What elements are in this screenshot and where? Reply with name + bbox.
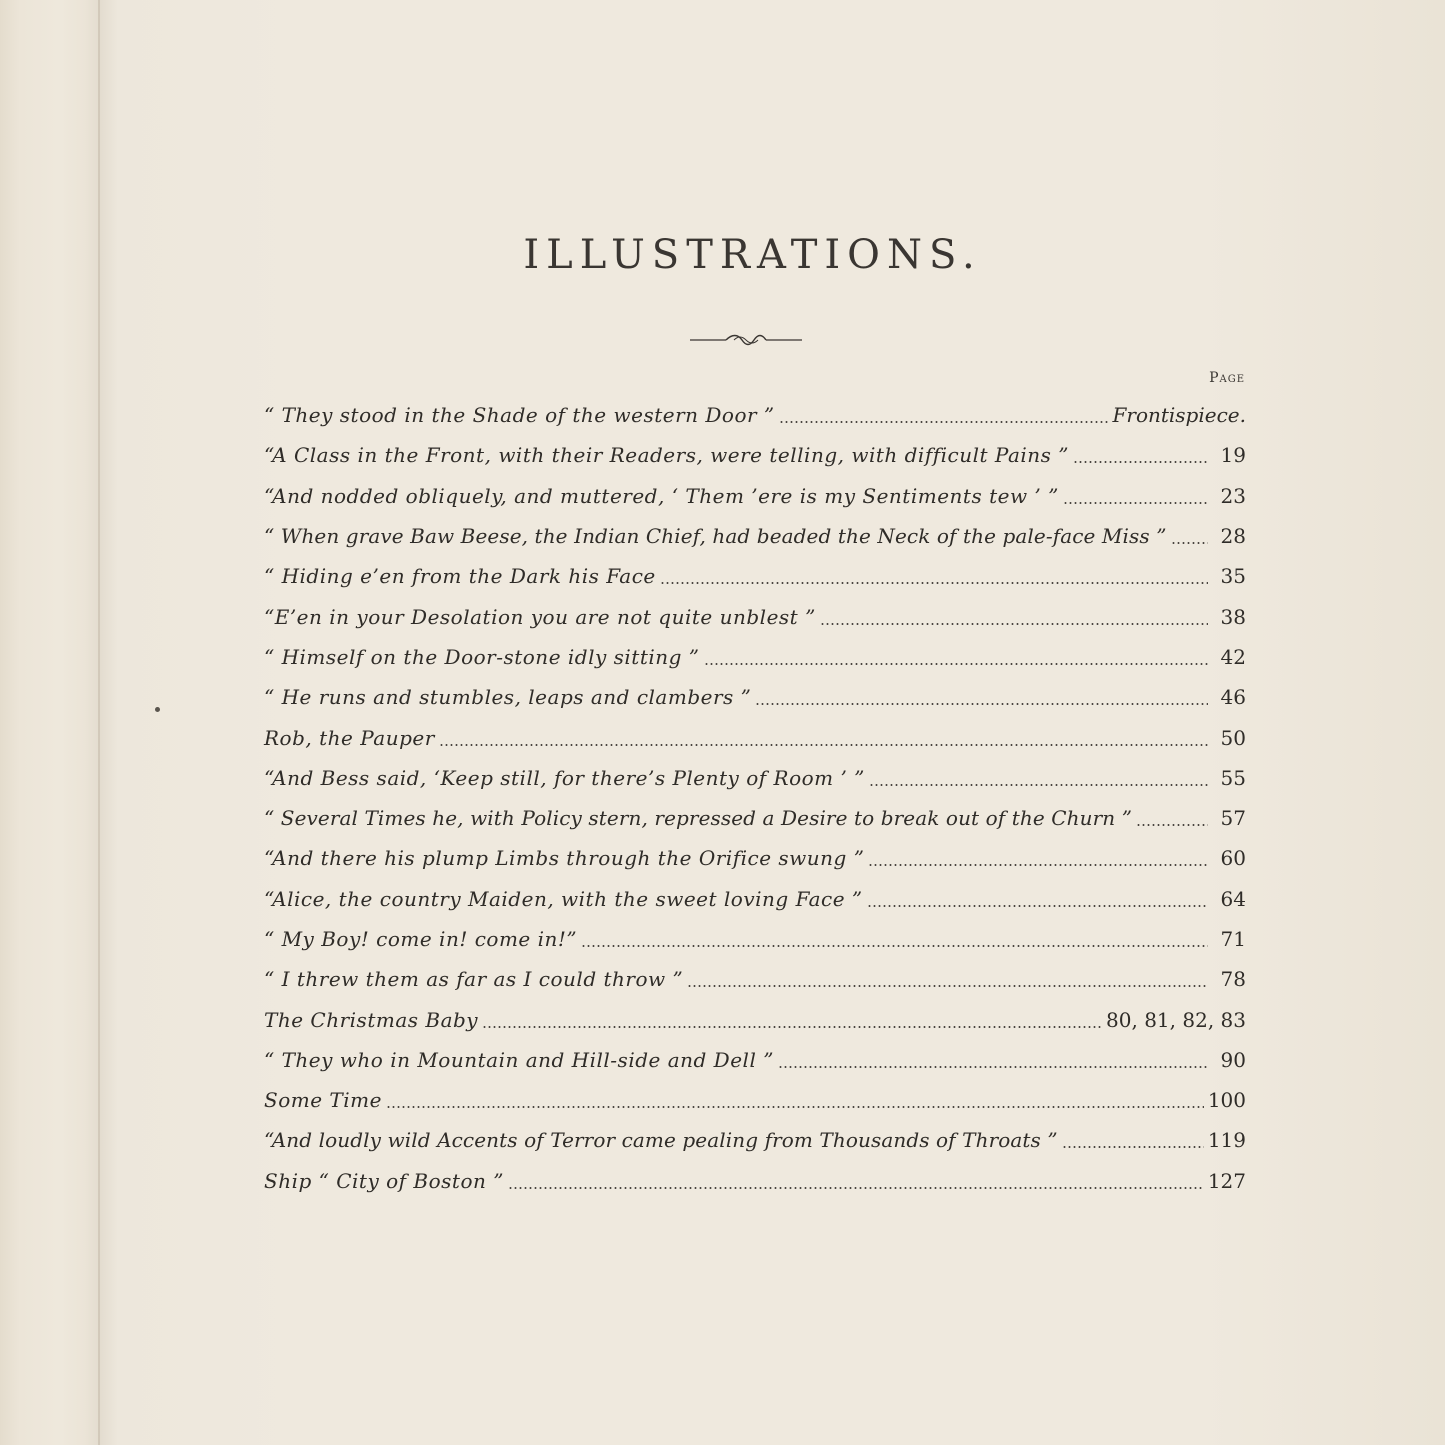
entry-page: 19 (1220, 443, 1246, 468)
entry-title: “And Bess said, ‘Keep still, for there’s Plenty of Room ’ ” (264, 765, 865, 790)
dot-leader (1073, 461, 1208, 463)
dot-leader (1136, 824, 1208, 826)
entry-page: 28 (1220, 524, 1246, 549)
dot-leader (386, 1106, 1204, 1108)
list-item (264, 798, 1246, 838)
entry-page: 119 (1207, 1128, 1246, 1153)
list-item (264, 959, 1246, 999)
dot-leader (867, 905, 1208, 907)
list-item (264, 1120, 1246, 1160)
page-column-header: Page (1209, 370, 1245, 386)
entry-page: 71 (1220, 927, 1246, 951)
entry-page: 38 (1220, 604, 1246, 629)
entry-title: “ He runs and stumbles, leaps and clambers ” (264, 685, 752, 710)
dot-leader (820, 623, 1208, 625)
dot-leader (439, 744, 1208, 746)
list-item (264, 596, 1246, 636)
dot-leader (1171, 542, 1208, 544)
list-item (264, 435, 1246, 475)
list-item (264, 919, 1246, 959)
entry-page: 127 (1207, 1168, 1246, 1193)
paper-speck (155, 707, 160, 712)
entry-title: “Alice, the country Maiden, with the sweet loving Face ” (264, 886, 863, 911)
entry-page: 80, 81, 82, 83 (1106, 1007, 1246, 1032)
dot-leader (1062, 1146, 1204, 1148)
page-title: ILLUSTRATIONS. (523, 232, 982, 278)
dot-leader (482, 1026, 1102, 1028)
list-item (264, 758, 1246, 798)
illustrations-list (264, 395, 1246, 1201)
scroll-flourish-icon (688, 330, 804, 350)
dot-leader (704, 663, 1208, 665)
entry-title: “ Hiding e’en from the Dark his Face (264, 564, 656, 589)
entry-page: 35 (1220, 564, 1246, 589)
entry-page: 57 (1220, 806, 1246, 831)
entry-title: “ Himself on the Door-stone idly sitting ” (264, 644, 700, 669)
entry-page: 100 (1207, 1088, 1246, 1113)
page-gutter (98, 0, 100, 1445)
dot-leader (778, 1066, 1208, 1068)
list-item (264, 999, 1246, 1039)
dot-leader (1063, 502, 1208, 504)
entry-title: “ They stood in the Shade of the western Door ” (264, 403, 775, 428)
list-item (264, 556, 1246, 596)
dot-leader (755, 703, 1208, 705)
entry-page: 42 (1220, 644, 1246, 669)
list-item (264, 395, 1246, 435)
dot-leader (779, 421, 1109, 423)
entry-title: Rob, the Pauper (264, 725, 435, 750)
list-item (264, 1080, 1246, 1120)
dot-leader (660, 582, 1208, 584)
entry-title: “ When grave Baw Beese, the Indian Chief, had beaded the Neck of the pale-face Miss ” (264, 524, 1167, 549)
entry-title: “And loudly wild Accents of Terror came pealing from Thousands of Throats ” (264, 1128, 1058, 1153)
list-item (264, 1040, 1246, 1080)
entry-page: 60 (1220, 846, 1246, 871)
entry-title: The Christmas Baby (264, 1007, 479, 1032)
entry-title: “And there his plump Limbs through the Orifice swung ” (264, 846, 865, 871)
list-item (264, 717, 1246, 757)
entry-page: Frontispiece. (1112, 403, 1246, 428)
entry-page: 46 (1220, 685, 1246, 710)
entry-title: “ They who in Mountain and Hill-side and Dell ” (264, 1047, 774, 1072)
list-item (264, 516, 1246, 556)
entry-page: 90 (1220, 1047, 1246, 1072)
dot-leader (581, 945, 1208, 947)
list-item (264, 476, 1246, 516)
list-item (264, 677, 1246, 717)
dot-leader (868, 864, 1208, 866)
list-item (264, 637, 1246, 677)
entry-title: “And nodded obliquely, and muttered, ‘ Them ’ere is my Sentiments tew ’ ” (264, 483, 1059, 508)
entry-page: 55 (1220, 765, 1246, 790)
dot-leader (508, 1187, 1204, 1189)
dot-leader (687, 985, 1208, 987)
entry-title: “E’en in your Desolation you are not quite unblest ” (264, 604, 816, 629)
list-item (264, 838, 1246, 878)
entry-page: 23 (1220, 483, 1246, 508)
entry-title: Ship “ City of Boston ” (264, 1168, 504, 1193)
entry-page: 78 (1220, 967, 1246, 992)
entry-page: 50 (1220, 725, 1246, 750)
entry-title: “ My Boy! come in! come in!” (264, 927, 578, 951)
entry-title: “ Several Times he, with Policy stern, repressed a Desire to break out of the Churn ” (264, 806, 1133, 831)
entry-title: “ I threw them as far as I could throw ” (264, 967, 684, 992)
entry-title: Some Time (264, 1088, 382, 1113)
dot-leader (869, 784, 1208, 786)
list-item (264, 1161, 1246, 1201)
entry-page: 64 (1220, 886, 1246, 911)
list-item (264, 879, 1246, 919)
entry-title: “A Class in the Front, with their Readers, were telling, with difficult Pains ” (264, 443, 1070, 468)
